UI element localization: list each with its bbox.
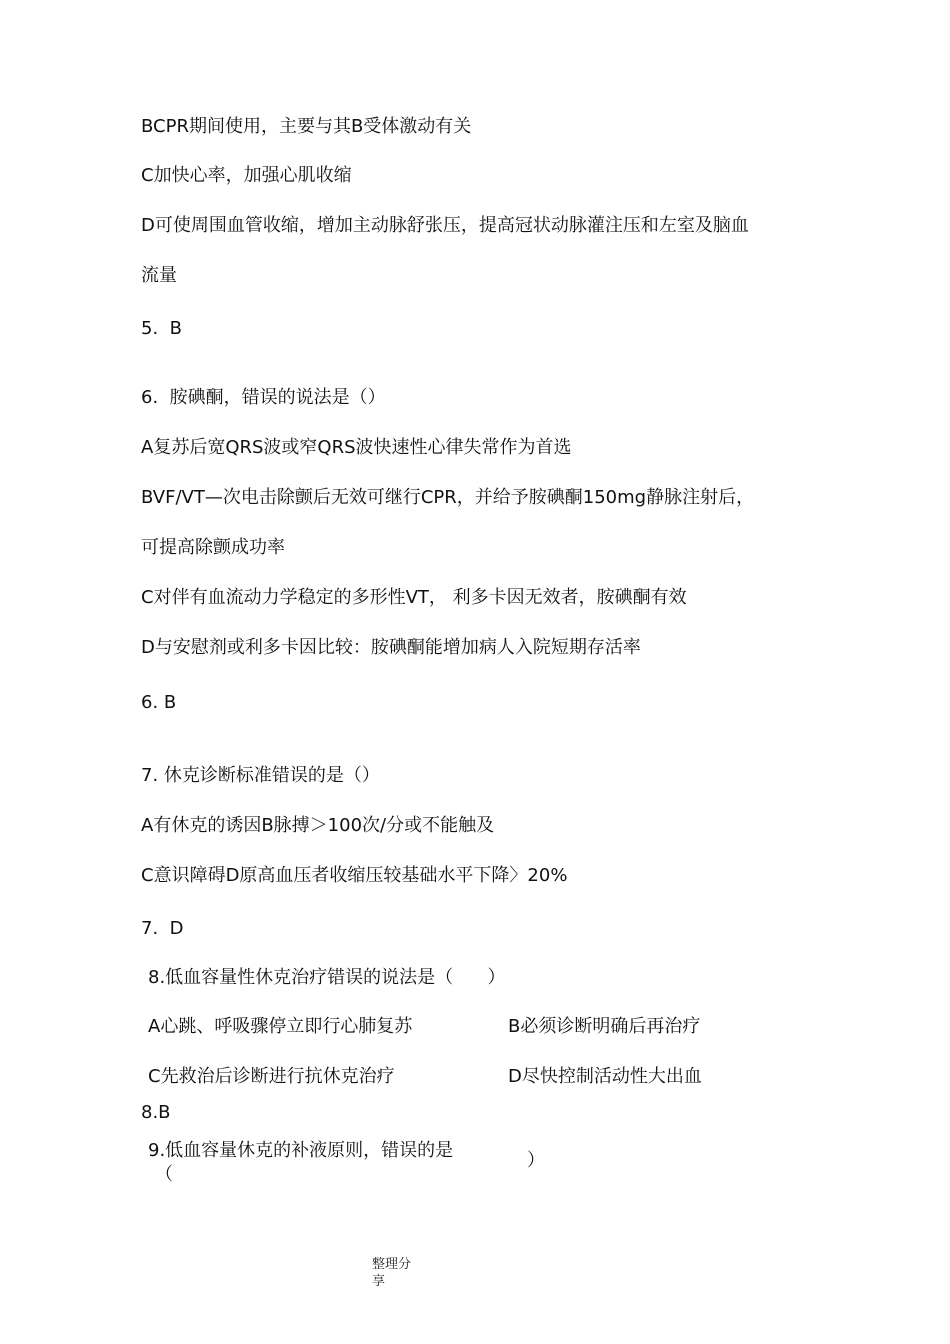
- q8-option-b: B必须诊断明确后再治疗: [508, 1016, 701, 1037]
- q9-paren-close: ）: [527, 1150, 545, 1171]
- q7-option-ab: A有休克的诱因B脉搏＞100次/分或不能触及: [141, 815, 495, 836]
- page-footer: 整理分享: [372, 1257, 412, 1289]
- q6-option-d: D与安慰剂或利多卡因比较：胺碘酮能增加病人入院短期存活率: [141, 637, 641, 658]
- q4-option-c: C加快心率，加强心肌收缩: [141, 165, 352, 186]
- q8-question: 8.低血容量性休克治疗错误的说法是（ ）: [148, 967, 506, 988]
- q6-question: 6. 胺碘酮，错误的说法是（）: [141, 387, 386, 408]
- q8-option-d: D尽快控制活动性大出血: [508, 1066, 702, 1087]
- q9-paren-open: （: [155, 1164, 173, 1185]
- q6-option-b-line2: 可提高除颤成功率: [141, 537, 285, 558]
- answer-6: 6. B: [141, 692, 177, 713]
- q8-option-a: A心跳、呼吸骤停立即行心肺复苏: [148, 1016, 413, 1037]
- q4-option-d-line1: D可使周围血管收缩，增加主动脉舒张压，提高冠状动脉灌注压和左室及脑血: [141, 215, 749, 236]
- q6-option-a: A复苏后宽QRS波或窄QRS波快速性心律失常作为首选: [141, 437, 572, 458]
- q7-option-cd: C意识障碍D原高血压者收缩压较基础水平下降〉20%: [141, 865, 568, 886]
- q4-option-d-line2: 流量: [141, 265, 177, 286]
- q9-question: 9.低血容量休克的补液原则，错误的是: [148, 1140, 454, 1161]
- q4-option-b: BCPR期间使用，主要与其B受体激动有关: [141, 116, 472, 137]
- q7-question: 7. 休克诊断标准错误的是（）: [141, 765, 380, 786]
- q6-option-b-line1: BVF/VT—次电击除颤后无效可继行CPR，并给予胺碘酮150mg静脉注射后，: [141, 487, 755, 508]
- answer-7: 7. D: [141, 918, 184, 939]
- answer-8: 8.B: [141, 1102, 171, 1123]
- q8-option-c: C先救治后诊断进行抗休克治疗: [148, 1066, 395, 1087]
- answer-5: 5. B: [141, 318, 182, 339]
- q6-option-c: C对伴有血流动力学稳定的多形性VT， 利多卡因无效者，胺碘酮有效: [141, 587, 687, 608]
